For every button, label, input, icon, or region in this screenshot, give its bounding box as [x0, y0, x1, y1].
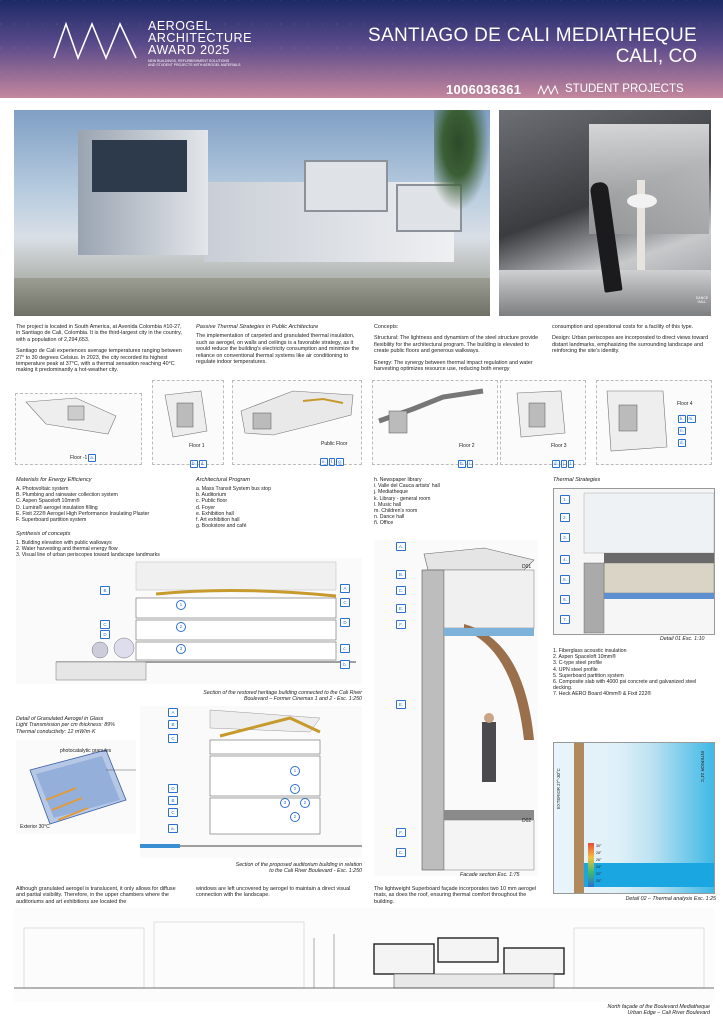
north-facade-elevation [14, 908, 714, 1002]
detail01-drawing: 1. 2. 3. 4. 5. 6. 7. [553, 488, 715, 635]
plan-public-floor: Public Floor e. f. g. [232, 380, 362, 465]
granules-label: photocatalytic granules [60, 748, 112, 754]
section-heritage-building: B C D A C D c. b. 1 2 3 [16, 558, 362, 684]
section-auditorium: A B C D B C a. 1 2 3 2 2 [140, 706, 362, 858]
header-banner [0, 0, 723, 98]
program-legend: Architectural Program a. Mass Transit System bus stop b. Auditorium c. Public floor d. Foyer e. Exhibition hall f. Art exhibition hall g. Bookstore and café [196, 477, 271, 530]
plan-floor-minus1: Floor -1 a. [15, 393, 142, 465]
award-title: AEROGEL ARCHITECTURE AWARD 2025 NEW BUILDINGS, REFURBISHMENT SOLUTIONS AND STUDENT PROJECTS WITH AEROGEL MATERIALS [148, 19, 252, 67]
elevation-caption: North façade of the Boulevard Mediatheque Urban Edge – Cali River Boulevard [607, 1004, 710, 1017]
section2-caption: Section of the proposed auditorium building in relation to the Cali River Boulevard - Esc. 1:250 [235, 862, 362, 875]
exterior-temp-label: Exterior 30°C [20, 824, 50, 830]
temperature-scale [588, 843, 594, 887]
aerogel-detail-title: Detail of Granulated Aerogel in Glass Light Transmission per cm thickness: 89% Thermal conductivity: 12 mW/m·K [16, 716, 115, 735]
plan-floor-4: Floor 4 k. m. n. d. [596, 380, 712, 465]
dance-hall-image [499, 110, 711, 316]
exterior-label: EXTERIOR 27°-30°C [556, 768, 561, 809]
d02-marker: D02 [522, 818, 532, 824]
facade-caption: Facade section Esc. 1:75 [460, 872, 520, 878]
concepts-text: Concepts: Structural: The lightness and dynamism of the steel structure provide flexibility for the architectural program. The building is elevated to create public floors and generous walkways. Energy: The synergy between thermal impact regulation and water harvesting optimizes resource use, reducing both energy [374, 324, 539, 373]
aerogel-logo-icon [52, 20, 138, 60]
project-id: 1006036361 [446, 82, 522, 97]
design-text: consumption and operational costs for a facility of this type. Design: Urban periscopes are incorporated to direct views toward distant landmarks, emphasizing the surrounding landscape and reinforcing the site's identity. [552, 324, 709, 355]
plan-floor-3: Floor 3 d. j. l. [500, 380, 586, 465]
bottom-text-1: Although granulated aerogel is translucent, it only allows for diffuse and partial visibility. Therefore, in the upper chambers where the auditoriums and art exhibitions are located the [16, 886, 176, 905]
facade-section: A. B. C. E. F. E. F. C. D01 D02 [374, 540, 538, 876]
project-title: SANTIAGO DE CALI MEDIATHEQUE [368, 25, 697, 46]
plan-floor-1: Floor 1 b. d. [152, 380, 224, 465]
thermal-title: Thermal Strategies [553, 477, 601, 483]
project-category: STUDENT PROJECTS [565, 83, 684, 95]
detail02-caption: Detail 02 – Thermal analysis Esc. 1:25 [625, 896, 716, 902]
plan-floor-2: Floor 2 h. i. [372, 380, 498, 465]
passive-strategies: Passive Thermal Strategies in Public Architecture The implementation of carpeted and granulated thermal insulation, such as aerogel, on walls and ceilings is a favorable strategy, as it would reduce the building's electricity consumption and minimize the reliance on conventional thermal systems like air conditioning to regulate indoor temperatures. [196, 324, 360, 366]
aerogel-mini-logo-icon [537, 85, 559, 95]
detail01-legend: 1. Fiberglass acoustic insulation 2. Aspen Spaceloft 10mm® 3. C-type steel profile 4. UPN steel profile 5. Superboard partition system 6. Composite slab with 4000 psi concrete and galvanized steel decking. 7. Heck AERO Board 40mm® & Fixit 222® [553, 648, 697, 698]
temperature-scale-labels: 30° 28° 26° 24° 22° 20° [596, 844, 602, 883]
facade-text: The lightweight Superboard façade incorporates two 10 mm aerogel mats, as does the roof, ensuring thermal comfort throughout the building. [374, 886, 537, 905]
exterior-render-image [14, 110, 490, 316]
intro-text: The project is located in South America, at Avenida Colombia #10-27, in Santiago de Cali, Colombia. It is the third-largest city in the country, with a population of 2,294,653. Santiago de Cali experiences average temperatures ranging between 27° to 30 degrees Celsius. In 2023, the city recorded its highest temperature peak at 37°C, with a thermal sensation reaching 40°C making it predominantly a hot-weather city. [16, 324, 182, 374]
section1-caption: Section of the restored heritage building connected to the Cali River Boulevard – Former Cinemas 1 and 2 - Esc. 1:250 [203, 690, 362, 703]
dance-hall-tag: DANCE HALL [695, 296, 709, 304]
detail02-thermal-analysis [553, 742, 715, 894]
aerogel-glass-diagram [16, 740, 136, 834]
d01-marker: D01 [522, 564, 532, 570]
synthesis-legend: Synthesis of concepts 1. Building elevation with public walkways 2. Water harvesting and thermal energy flow 3. Visual line of urban periscopes toward landscape landmarks [16, 531, 160, 559]
interior-label: INTERIOR 24°C [700, 751, 705, 783]
project-location: CALI, CO [615, 46, 697, 67]
detail01-caption: Detail 01 Esc. 1:10 [660, 636, 705, 642]
program-legend-2: h. Newspaper library i. Valle del Cauca artists' hall j. Mediatheque k. Library - general room l. Music hall m. Children's room n. Dance hall ñ. Office [374, 477, 440, 527]
materials-legend: Materials for Energy Efficiency A. Photovoltaic system B. Plumbing and rainwater collection system C. Aspen Spaceloft 10mm® D. Lumira® aerogel insulation filling E. Fixit 222® Aerogel High Performance Insulating Plaster F. Superboard partition system [16, 477, 150, 524]
bottom-text-2: windows are left uncovered by aerogel to maintain a direct visual connection with the landscape. [196, 886, 351, 899]
